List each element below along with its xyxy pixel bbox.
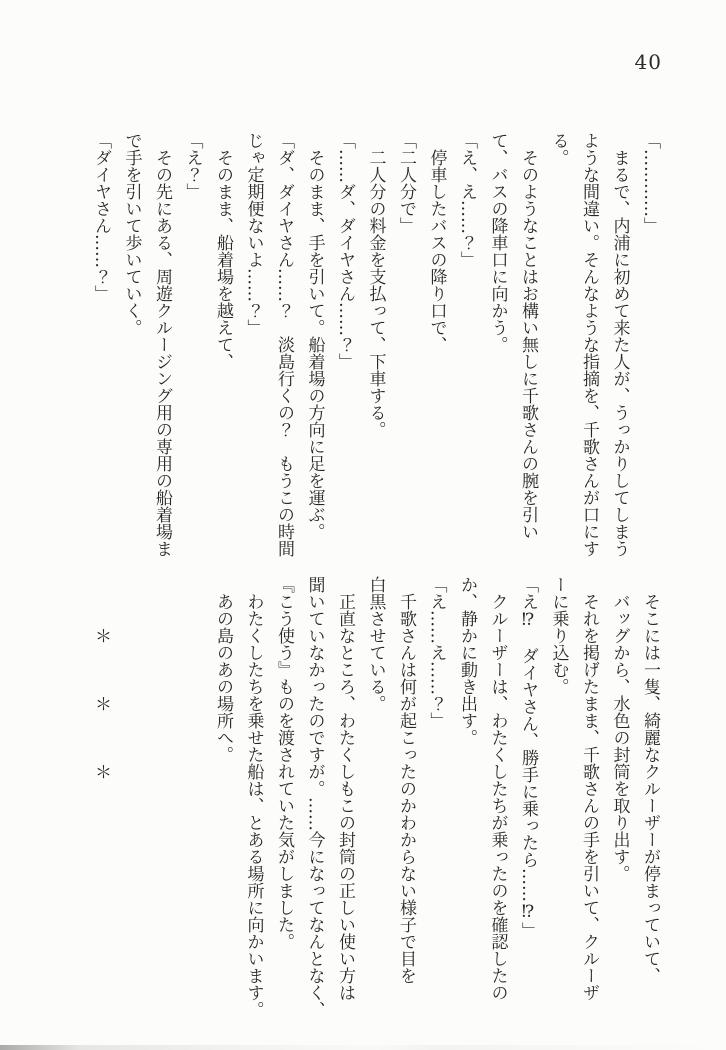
upper-text-block xyxy=(86,132,666,562)
text-line: 「え、え……？」 xyxy=(457,132,477,268)
text-line xyxy=(116,576,147,1024)
text-line: まるで、内浦に初めて来た人が、うっかりしてしまう xyxy=(609,132,630,557)
text-line: そこには一隻、綺麗なクルーザーが停まっていて、 xyxy=(640,576,660,984)
text-line: 「ダ、ダイヤさん……？ 淡島行くの？ もうこの時間 xyxy=(274,132,294,557)
scan-edge-artifact xyxy=(0,1045,726,1050)
text-line: 白黒させている。 xyxy=(365,576,386,712)
text-line: 「え……え……？」 xyxy=(426,576,447,729)
text-line: そのまま、手を引いて。船着場の方向に足を運ぶ。 xyxy=(304,132,325,540)
text-line: る。 xyxy=(548,132,569,166)
text-line: 「え？」 xyxy=(182,132,203,200)
text-line: 聞いていなかったのですが。……今になってなんとなく、 xyxy=(304,576,325,1018)
text-line: そのまま、船着場を越えて、 xyxy=(213,132,233,370)
text-line: あの島のあの場所へ。 xyxy=(213,576,233,763)
text-line: わたくしたちを乗せた船は、とある場所に向かいます。 xyxy=(243,576,264,1018)
text-line: か、静かに動き出す。 xyxy=(457,576,477,746)
text-line: 「……ダ、ダイヤさん……？」 xyxy=(335,132,355,370)
text-line: 「…………」 xyxy=(640,132,660,234)
lower-text-block xyxy=(86,576,666,1024)
text-line: それを掲げたまま、千歌さんの手を引いて、クルーザ xyxy=(579,576,599,1001)
text-line: その先にある、周遊クルージング用の専用の船着場ま xyxy=(152,132,172,557)
text-line xyxy=(177,576,208,1024)
page-number: 40 xyxy=(634,50,662,74)
text-line: 千歌さんは何が起こったのかわからない様子で目を xyxy=(396,576,416,984)
text-line xyxy=(147,576,178,1024)
text-line: クルーザーは、わたくしたちが乗ったのを確認したの xyxy=(487,576,508,1001)
text-line: 「え⁉ ダイヤさん、勝手に乗ったら……⁉」 xyxy=(518,576,538,939)
text-line: で手を引いて歩いていく。 xyxy=(121,132,142,336)
text-line: て、バスの降車口に向かう。 xyxy=(487,132,508,353)
text-line: ーに乗り込む。 xyxy=(548,576,569,695)
text-line: 「二人分で」 xyxy=(396,132,416,234)
text-line: ＊ ＊ ＊ xyxy=(91,576,111,780)
text-line: 二人分の料金を支払って、下車する。 xyxy=(365,132,386,438)
text-line: そのようなことはお構い無しに千歌さんの腕を引い xyxy=(518,132,538,540)
text-line: 「ダイヤさん……？」 xyxy=(91,132,111,302)
text-line: 『こう使う』ものを渡されていた気がしました。 xyxy=(274,576,294,950)
text-line: 正直なところ、わたくしもこの封筒の正しい使い方は xyxy=(335,576,355,1001)
text-line: 停車したバスの降り口で、 xyxy=(426,132,447,353)
text-line: じゃ定期便ないよ……？」 xyxy=(243,132,264,336)
text-line: ような間違い。そんなような指摘を、千歌さんが口にす xyxy=(579,132,599,557)
text-line: バッグから、水色の封筒を取り出す。 xyxy=(609,576,630,882)
